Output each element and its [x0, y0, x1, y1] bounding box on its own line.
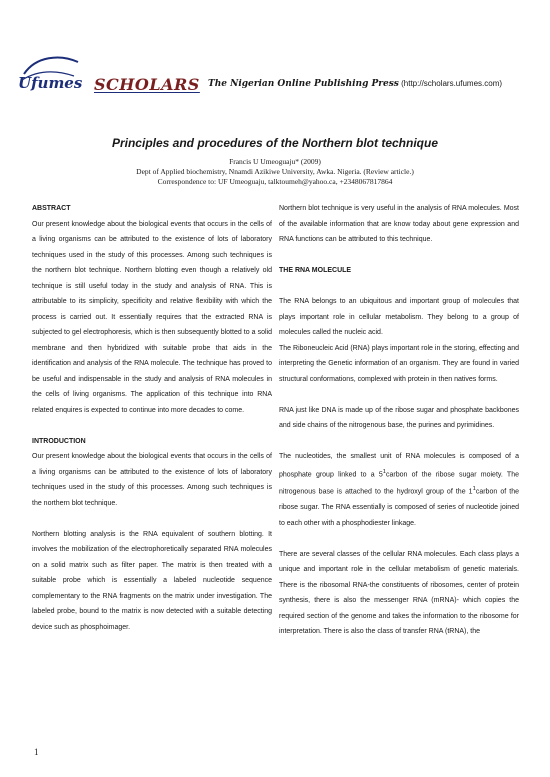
- scholars-wordmark: SCHOLARS: [94, 75, 200, 94]
- abstract-text: Our present knowledge about the biological events that occurs in the cells of a living organisms can be attributed to the existence of lots of laboratory techniques used in the study of this processes. Among such techniques is the northern blot technique. Northern blotting even though a relatively old technique is still useful today in the study and analysis of RNA. This is attributable to its simplicity, specificity and relative flexibility with which the process is carried out. It essentially requires that the extracted RNA is subjected to gel electrophoresis, which is then subsequently blotted to a solid membrane and then hybridized with suitable probe that aids in the identification and analysis of the RNA molecule. The technique has proved to be useful and indispensable in the study and analysis of RNA molecules in the cells of living organisms. The application of this technique into RNA related enquires is expected to continue into more decades to come.: [32, 220, 272, 414]
- rna-molecule-heading: THE RNA MOLECULE: [279, 267, 352, 274]
- author-line: Francis U Umeoguaju* (2009): [229, 157, 321, 166]
- ufumes-logo: [16, 50, 86, 94]
- abstract-heading: ABSTRACT: [32, 205, 71, 212]
- page-number: 1: [34, 747, 39, 757]
- paper-title: Principles and procedures of the Northern blot technique: [111, 136, 439, 150]
- body-paragraph: The RNA belongs to an ubiquitous and important group of molecules that plays important role in cellular metabolism. They belong to a group of molecules called the nucleic acid.: [279, 298, 519, 336]
- journal-header: [16, 50, 536, 100]
- intro-paragraph: Northern blotting analysis is the RNA equivalent of southern blotting. It involves the mobilization of the electrophoretically separated RNA molecules on a solid matrix such as filter paper. The matrix is then treated with a suitable probe which is essentially a labeled nucleotide sequence complementary to the RNA fragments on the matrix under investigation. The labeled probe, bound to the matrix is now detected with a suitable detecting device such as phosphoimager.: [32, 530, 272, 631]
- right-column: [279, 201, 519, 640]
- press-line: [208, 79, 502, 89]
- nucleotide-paragraph: The nucleotides, the smallest unit of RNA molecules is composed of a phosphate group linked to a $5^1carbon$ of the ribose sugar moiety. The nitrogenous base is attached to the hydroxyl group of the $1^1carbon$ of the ribose sugar. The RNA essentially is composed of series of nucleotide joined to each other with a phosphodiester linkage.: [279, 453, 519, 527]
- intro-paragraph: Our present knowledge about the biological events that occurs in the cells of a living organisms can be attributed to the existence of lots of laboratory techniques used in the study of this processes. Among such techniques is the northern blot technique.: [32, 453, 272, 507]
- svg-text:Ufumes: Ufumes: [18, 74, 83, 92]
- press-url: (http://scholars.ufumes.com): [401, 79, 503, 88]
- affiliation-line: Dept of Applied biochemistry, Nnamdi Azikiwe University, Awka. Nigeria. (Review article.): [136, 167, 414, 176]
- introduction-heading: INTRODUCTION: [32, 437, 86, 445]
- body-paragraph: The Riboneucleic Acid (RNA) plays important role in the storing, effecting and interpreting the Genetic information of an organism. They are found in varied structural conformations, complexed with protein in then natives forms.: [279, 344, 519, 383]
- press-name: The Nigerian Online Publishing Press: [208, 79, 399, 89]
- body-paragraph: There are several classes of the cellular RNA molecules. Each class plays a unique and important role in the cellular metabolism of genetic materials. There is the ribosomal RNA-the constituents of ribosomes, center of protein synthesis, there is also the messenger RNA (mRNA)- which copies the required section of the genome and takes the information to the ribosome for interpretation. There is also the class of transfer RNA (tRNA), the: [279, 550, 519, 636]
- left-column: [32, 201, 272, 635]
- correspondence-line: Correspondence to: UF Umeoguaju, talktoumeh@yahoo.ca, +2348067817864: [157, 177, 393, 186]
- body-paragraph: RNA just like DNA is made up of the ribose sugar and phosphate backbones and side chains of the nitrogenous base, the purines and pyrimidines.: [279, 406, 519, 429]
- body-paragraph: Northern blot technique is very useful in the analysis of RNA molecules. Most of the available information that are know today about gene expression and RNA functions can be attributed to this technique.: [279, 205, 519, 243]
